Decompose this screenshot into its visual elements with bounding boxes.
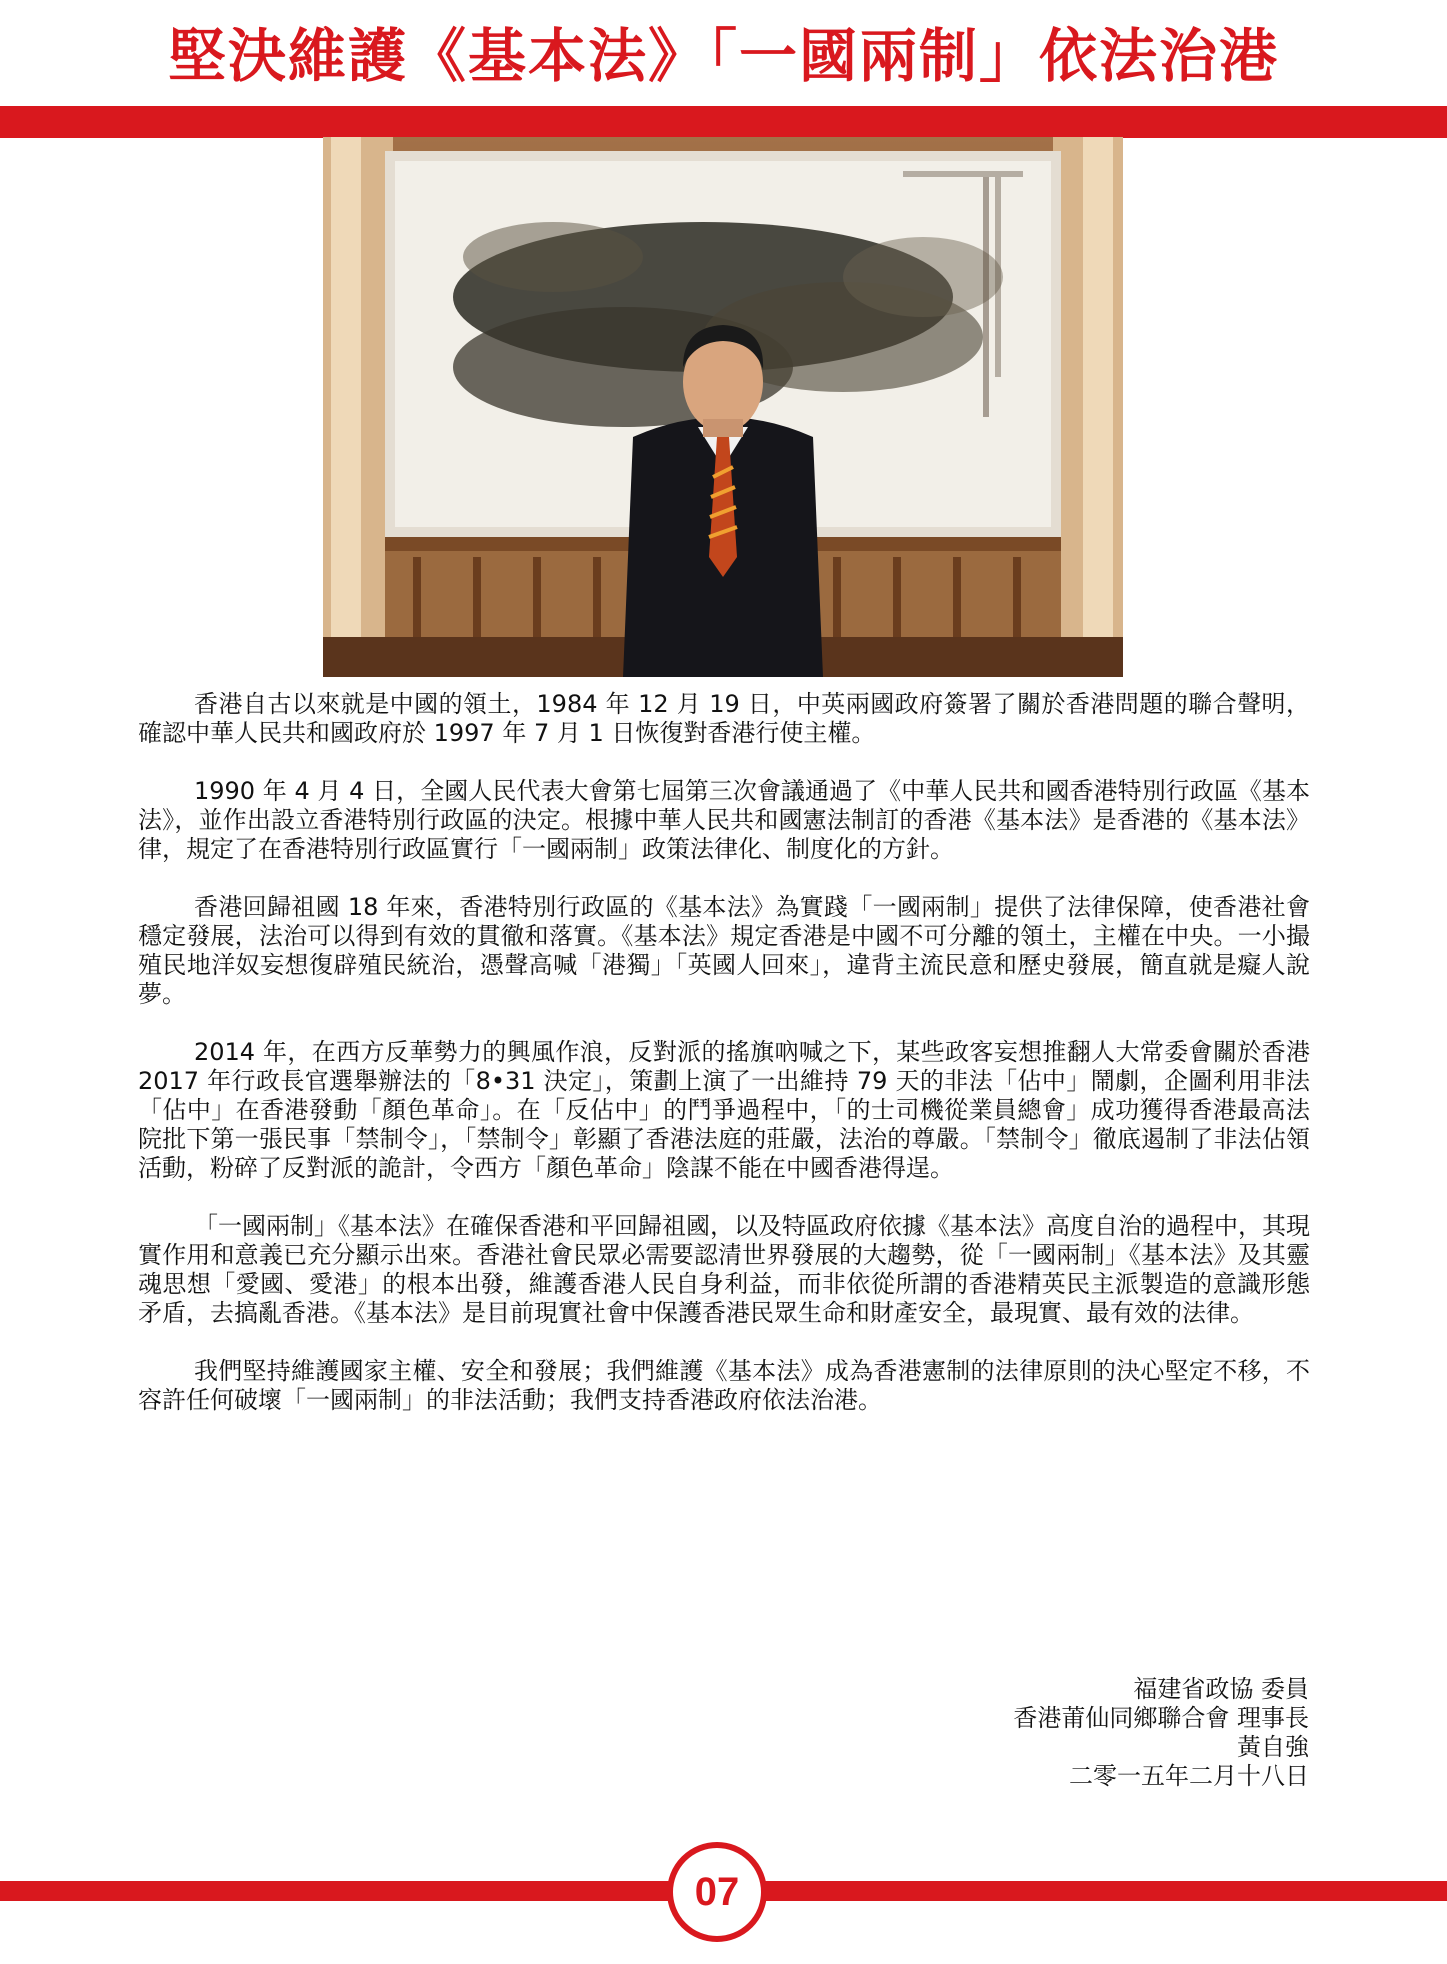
signature-title-1: 福建省政協 委員	[1133, 1675, 1309, 1703]
header-red-bar	[0, 106, 1447, 138]
paragraph-2: 1990 年 4 月 4 日，全國人民代表大會第七屆第三次會議通過了《中華人民共和國香港特別行政區《基本法》，並作出設立香港特別行政區的決定。根據中華人民共和國憲法制訂的香港《基本法》是香港的《基本法》律，規定了在香港特別行政區實行「一國兩制」政策法律化、制度化的方針。	[138, 777, 1310, 863]
article-body	[138, 690, 1310, 1444]
portrait-photo-icon	[323, 137, 1123, 677]
portrait-photo	[323, 137, 1123, 677]
paragraph-4: 2014 年，在西方反華勢力的興風作浪，反對派的搖旗吶喊之下，某些政客妄想推翻人大常委會關於香港 2017 年行政長官選舉辦法的「8•31 決定」，策劃上演了一出維持 79 天的非法「佔中」鬧劇，企圖利用非法「佔中」在香港發動「顏色革命」。在「反佔中」的鬥爭過程中，「的士司機從業員總會」成功獲得香港最高法院批下第一張民事「禁制令」，「禁制令」彰顯了香港法庭的莊嚴，法治的尊嚴。「禁制令」徹底遏制了非法佔領活動，粉碎了反對派的詭計，令西方「顏色革命」陰謀不能在中國香港得逞。	[138, 1038, 1310, 1182]
paragraph-5: 「一國兩制」《基本法》在確保香港和平回歸祖國，以及特區政府依據《基本法》高度自治的過程中，其現實作用和意義已充分顯示出來。香港社會民眾必需要認清世界發展的大趨勢，從「一國兩制」《基本法》及其靈魂思想「愛國、愛港」的根本出發，維護香港人民自身利益，而非依從所謂的香港精英民主派製造的意識形態矛盾，去搞亂香港。《基本法》是目前現實社會中保護香港民眾生命和財產安全，最現實、最有效的法律。	[138, 1212, 1310, 1327]
page-number: 07	[694, 1869, 740, 1914]
signature-title-2: 香港莆仙同鄉聯合會 理事長	[1013, 1704, 1309, 1732]
signature-block	[1013, 1675, 1309, 1791]
page-number-badge	[667, 1842, 767, 1942]
paragraph-1: 香港自古以來就是中國的領土，1984 年 12 月 19 日，中英兩國政府簽署了關於香港問題的聯合聲明，確認中華人民共和國政府於 1997 年 7 月 1 日恢復對香港行使主權。	[138, 690, 1310, 747]
paragraph-3: 香港回歸祖國 18 年來，香港特別行政區的《基本法》為實踐「一國兩制」提供了法律保障，使香港社會穩定發展，法治可以得到有效的貫徹和落實。《基本法》規定香港是中國不可分離的領土，主權在中央。一小撮殖民地洋奴妄想復辟殖民統治，憑聲高喊「港獨」「英國人回來」，違背主流民意和歷史發展，簡直就是癡人說夢。	[138, 893, 1310, 1008]
page-title: 堅決維護《基本法》「一國兩制」依法治港	[167, 22, 1279, 90]
signature-date: 二零一五年二月十八日	[1069, 1762, 1309, 1790]
paragraph-6: 我們堅持維護國家主權、安全和發展；我們維護《基本法》成為香港憲制的法律原則的決心堅定不移，不容許任何破壞「一國兩制」的非法活動；我們支持香港政府依法治港。	[138, 1357, 1310, 1414]
signature-name: 黃自強	[1237, 1733, 1309, 1761]
